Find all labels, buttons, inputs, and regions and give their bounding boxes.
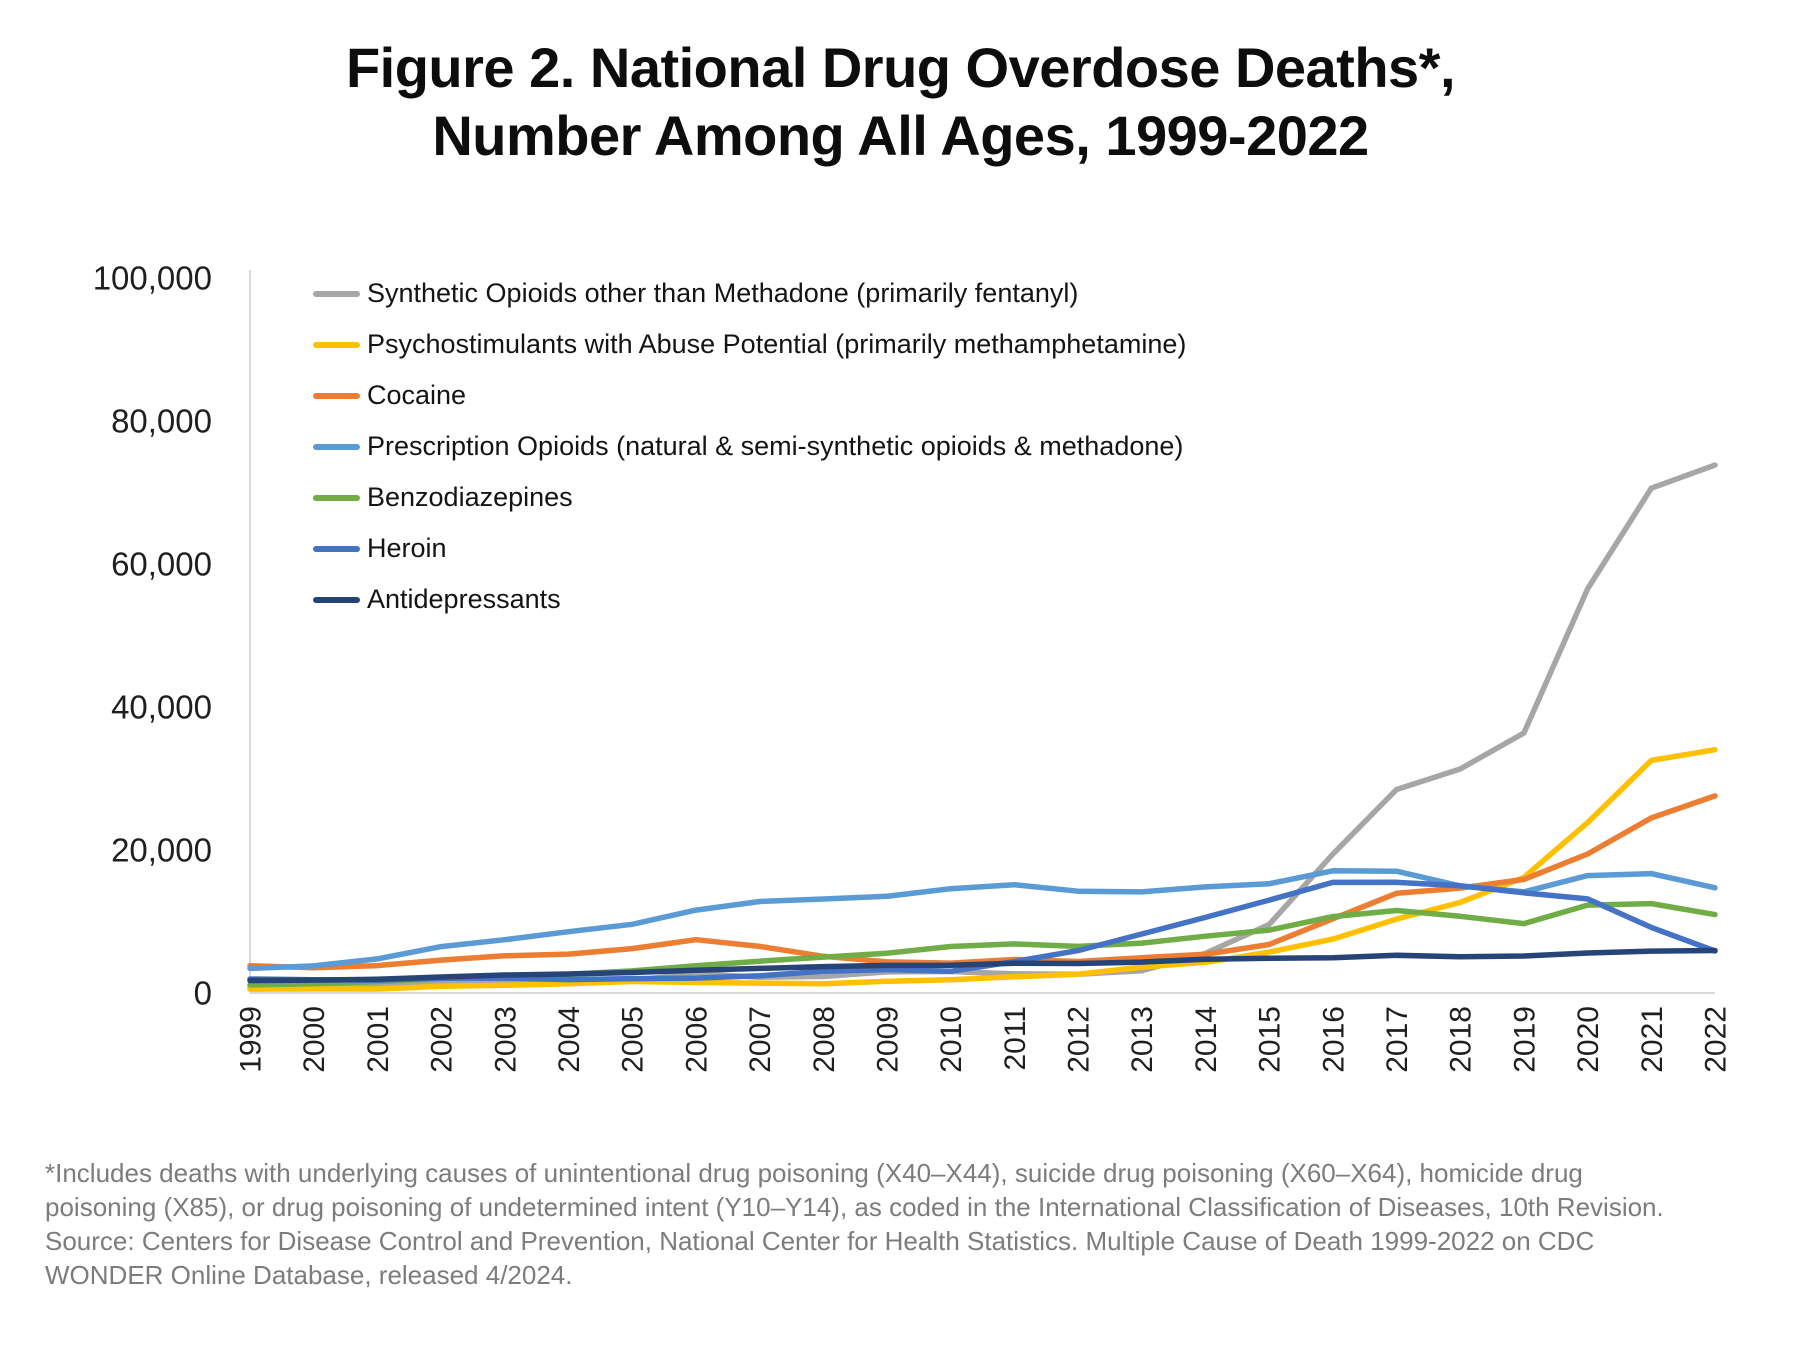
legend-item-prescription-opioids-natural-semi-synthe xyxy=(313,421,1186,472)
x-axis-tick-label: 2000 xyxy=(298,1006,332,1073)
series-line-psychostimulants-with-abuse-potential-pr xyxy=(250,750,1715,989)
legend-label: Synthetic Opioids other than Methadone (primarily fentanyl) xyxy=(367,278,1079,308)
x-axis-tick-label: 2003 xyxy=(489,1006,523,1073)
x-axis-tick-label: 2012 xyxy=(1062,1006,1096,1073)
x-axis-tick-label: 2017 xyxy=(1381,1006,1415,1073)
x-axis-tick-label: 2019 xyxy=(1508,1006,1542,1073)
legend-item-cocaine xyxy=(313,370,1186,421)
chart-legend xyxy=(313,268,1186,625)
y-axis-tick-label: 0 xyxy=(193,974,212,1012)
legend-label: Antidepressants xyxy=(367,584,561,614)
x-axis-tick-label: 2001 xyxy=(361,1006,395,1073)
x-axis-tick-label: 2018 xyxy=(1444,1006,1478,1073)
x-axis-tick-label: 2004 xyxy=(552,1006,586,1073)
legend-item-benzodiazepines xyxy=(313,472,1186,523)
legend-item-antidepressants xyxy=(313,574,1186,625)
legend-label: Prescription Opioids (natural & semi-synthetic opioids & methadone) xyxy=(367,431,1184,461)
footnote-line: Source: Centers for Disease Control and Prevention, National Center for Health Statistics. Multiple Cause of Death 1999-2022 on CDC xyxy=(45,1226,1595,1256)
legend-label: Psychostimulants with Abuse Potential (primarily methamphetamine) xyxy=(367,329,1187,359)
x-axis-tick-label: 2013 xyxy=(1126,1006,1160,1073)
x-axis-tick-label: 2022 xyxy=(1699,1006,1733,1073)
x-axis-tick-label: 2007 xyxy=(744,1006,778,1073)
legend-item-heroin xyxy=(313,523,1186,574)
legend-swatch-icon xyxy=(313,393,360,399)
legend-swatch-icon xyxy=(313,597,360,603)
y-axis-tick-label: 80,000 xyxy=(111,402,212,440)
legend-label: Heroin xyxy=(367,533,447,563)
legend-item-psychostimulants-with-abuse-potential-pr xyxy=(313,319,1186,370)
x-axis-tick-label: 2008 xyxy=(807,1006,841,1073)
x-axis-tick-label: 2002 xyxy=(425,1006,459,1073)
chart-title xyxy=(0,34,1801,170)
x-axis-tick-label: 2010 xyxy=(935,1006,969,1073)
x-axis-tick-label: 2021 xyxy=(1635,1006,1669,1073)
y-axis-tick-label: 100,000 xyxy=(92,259,212,297)
x-axis-tick-label: 2016 xyxy=(1317,1006,1351,1073)
x-axis-tick-label: 2011 xyxy=(998,1006,1032,1071)
y-axis-tick-label: 40,000 xyxy=(111,688,212,726)
y-axis-tick-label: 60,000 xyxy=(111,545,212,583)
legend-label: Benzodiazepines xyxy=(367,482,573,512)
x-axis-tick-label: 2014 xyxy=(1189,1006,1223,1073)
x-axis-tick-label: 1999 xyxy=(234,1006,268,1073)
chart-title-line2: Number Among All Ages, 1999-2022 xyxy=(432,104,1369,167)
x-axis-tick-label: 2015 xyxy=(1253,1006,1287,1073)
footnote xyxy=(45,1156,1775,1292)
x-axis-tick-label: 2009 xyxy=(871,1006,905,1073)
legend-label: Cocaine xyxy=(367,380,467,410)
legend-swatch-icon xyxy=(313,291,360,297)
footnote-line: poisoning (X85), or drug poisoning of undetermined intent (Y10–Y14), as coded in the International Classification of Diseases, 10th Revision. xyxy=(45,1192,1664,1222)
chart-title-line1: Figure 2. National Drug Overdose Deaths*, xyxy=(345,36,1456,99)
legend-swatch-icon xyxy=(313,546,360,552)
y-axis-tick-label: 20,000 xyxy=(111,831,212,869)
legend-item-synthetic-opioids-other-than-methadone-p xyxy=(313,268,1186,319)
footnote-line: WONDER Online Database, released 4/2024. xyxy=(45,1260,573,1290)
footnote-line: *Includes deaths with underlying causes of unintentional drug poisoning (X40–X44), suicide drug poisoning (X60–X64), homicide drug xyxy=(45,1158,1583,1188)
x-axis-tick-label: 2020 xyxy=(1572,1006,1606,1073)
x-axis-tick-label: 2005 xyxy=(616,1006,650,1073)
x-axis-tick-label: 2006 xyxy=(680,1006,714,1073)
legend-swatch-icon xyxy=(313,444,360,450)
legend-swatch-icon xyxy=(313,495,360,501)
legend-swatch-icon xyxy=(313,342,360,348)
